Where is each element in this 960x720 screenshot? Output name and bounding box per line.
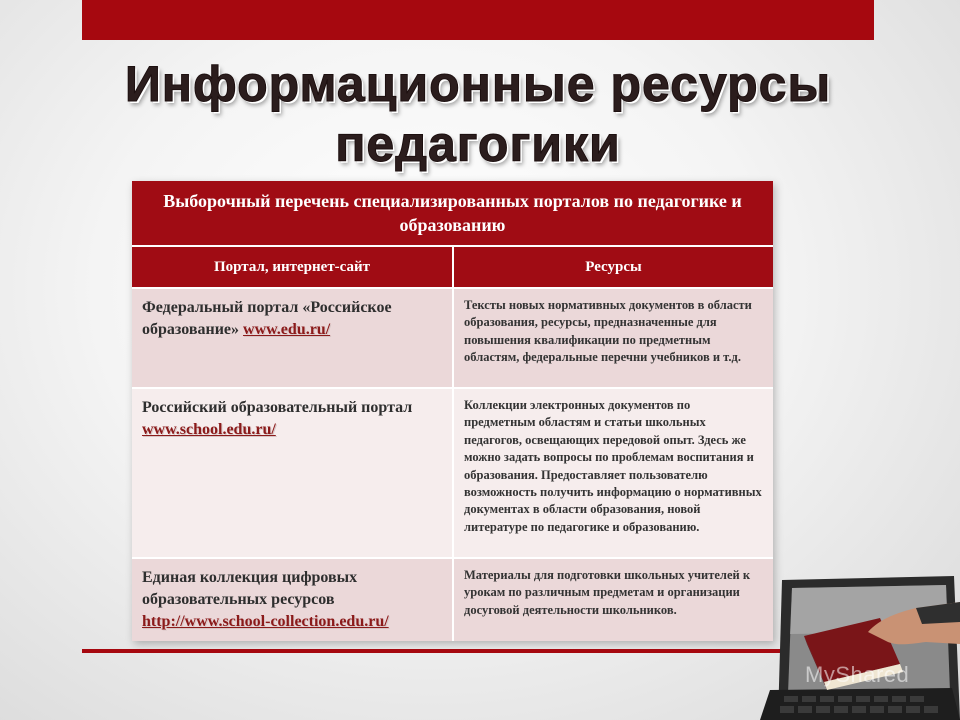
portal-name: Российский образовательный портал xyxy=(142,399,413,416)
table-row xyxy=(132,558,773,641)
portal-table xyxy=(132,181,773,641)
page-title xyxy=(82,54,874,174)
portal-link-collection[interactable]: http://www.school-collection.edu.ru/ xyxy=(142,613,389,630)
table-row xyxy=(132,388,773,558)
column-header-resources: Ресурсы xyxy=(453,246,773,288)
laptop-book-illustration xyxy=(740,572,960,720)
portal-resources: Коллекции электронных документов по предметным областям и статьи школьных педагогов, освещающих передовой опыт. Здесь же можно задать вопросы по проблемам воспитания и образования. Предоставляет пользователю возможность получить информацию о нормативных документах в области образования, новой литературе по педагогике и образованию. xyxy=(453,388,773,558)
portal-name-cell xyxy=(132,558,453,641)
watermark-text: MyShared xyxy=(805,662,910,687)
table-caption: Выборочный перечень специализированных порталов по педагогике и образованию xyxy=(132,181,773,246)
portal-name: Единая коллекция цифровых образовательных ресурсов xyxy=(142,569,358,608)
portal-resources: Материалы для подготовки школьных учителей к урокам по различным предметам и организации досуговой деятельности школьников. xyxy=(453,558,773,641)
column-header-portal: Портал, интернет-сайт xyxy=(132,246,453,288)
page-title-line-2: педагогики xyxy=(335,116,621,172)
portal-link-edu[interactable]: www.edu.ru/ xyxy=(243,321,331,338)
top-accent-bar xyxy=(82,0,874,40)
portal-link-school[interactable]: www.school.edu.ru/ xyxy=(142,421,276,438)
portal-name-cell xyxy=(132,388,453,558)
portal-name-cell xyxy=(132,288,453,388)
page-title-line-1: Информационные ресурсы xyxy=(124,56,832,112)
laptop-keyboard xyxy=(760,688,960,720)
portal-name: Федеральный портал «Российское образование» xyxy=(142,299,392,338)
portal-resources: Тексты новых нормативных документов в области образования, ресурсы, предназначенные для повышения квалификации по предметным областям, федеральные перечни учебников и т.д. xyxy=(453,288,773,388)
table-row xyxy=(132,288,773,388)
bottom-accent-line xyxy=(82,649,782,653)
